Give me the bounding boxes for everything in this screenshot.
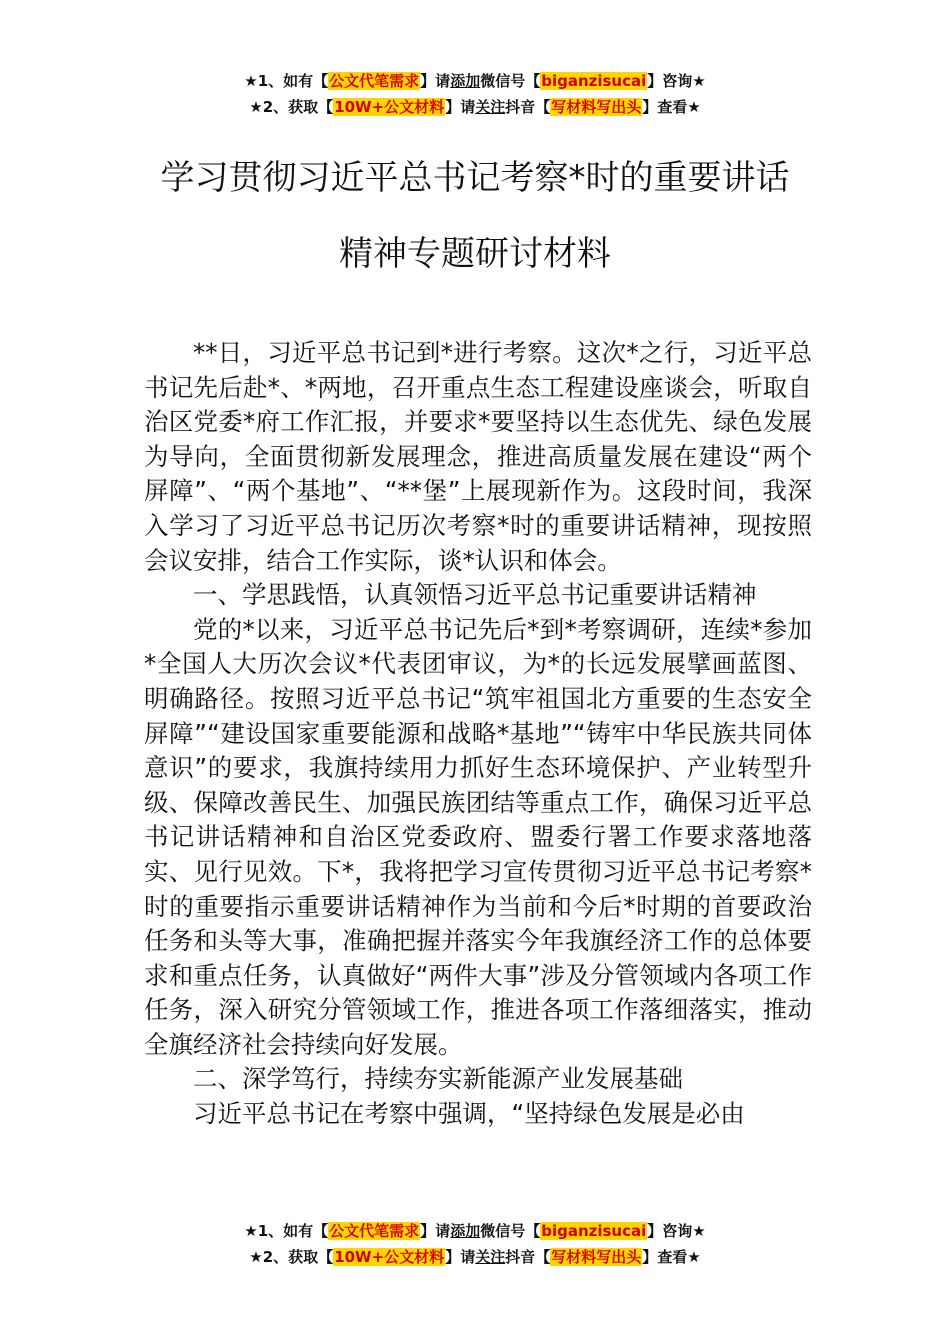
paragraph-section-2: 习近平总书记在考察中强调，“坚持绿色发展是必由 (193, 1099, 745, 1129)
highlight-douyin: 写材料写出头 (551, 1248, 642, 1266)
banner-text: 】请 (420, 72, 451, 90)
banner-text: 】查看★ (642, 98, 701, 116)
highlight-ghostwriting: 公文代笔需求 (329, 72, 420, 90)
banner-text: ★1、如有【 (244, 1222, 329, 1240)
highlight-ghostwriting: 公文代笔需求 (329, 1222, 420, 1240)
paragraph-section-1: 党的*以来，习近平总书记先后*到*考察调研，连续*参加*全国人大历次会议*代表团审议，为*的长远发展擘画蓝图、明确路径。按照习近平总书记“筑牢祖国北方重要的生态安全屏障”“建设国家重要能源和战略*基地”“铸牢中华民族共同体意识”的要求，我旗持续用力抓好生态环境保护、产业转型升级、保障改善民生、加强民族团结等重点工作，确保习近平总书记讲话精神和自治区党委政府、盟委行署工作要求落地落实、见行见效。下*，我将把学习宣传贯彻习近平总书记考察*时的重要指示重要讲话精神作为当前和今后*时期的首要政治任务和头等大事，准确把握并落实今年我旗经济工作的总体要求和重点任务，认真做好“两件大事”涉及分管领域内各项工作任务，深入研究分管领域工作，推进各项工作落细落实，推动全旗经济社会持续向好发展。 (144, 614, 812, 1059)
highlight-materials: 10W+公文材料 (334, 98, 445, 116)
banner-line-1 (0, 68, 950, 94)
banner-text: 抖音【 (505, 1248, 551, 1266)
highlight-douyin: 写材料写出头 (551, 98, 642, 116)
document-title (0, 140, 950, 292)
banner-text: 】查看★ (642, 1248, 701, 1266)
banner-text: ★2、获取【 (249, 98, 334, 116)
paragraph-intro: **日，习近平总书记到*进行考察。这次*之行，习近平总书记先后赴*、*两地，召开重点生态工程建设座谈会，听取自治区党委*府工作汇报，并要求*要坚持以生态优先、绿色发展为导向，全面贯彻新发展理念，推进高质量发展在建设“两个屏障”、“两个基地”、“**堡”上展现新作为。这段时间，我深入学习了习近平总书记历次考察*时的重要讲话精神，现按照会议安排，结合工作实际，谈*认识和体会。 (144, 338, 812, 575)
banner-line-1 (0, 1218, 950, 1244)
banner-emphasis: 关注 (475, 98, 506, 116)
banner-emphasis: 添加 (450, 72, 481, 90)
banner-text: ★2、获取【 (249, 1248, 334, 1266)
banner-text: 】请 (420, 1222, 451, 1240)
banner-text: 抖音【 (505, 98, 551, 116)
banner-text: ★1、如有【 (244, 72, 329, 90)
title-line-2: 精神专题研讨材料 (339, 234, 611, 274)
banner-text: 】请 (445, 1248, 476, 1266)
banner-emphasis: 关注 (475, 1248, 506, 1266)
banner-text: 微信号【 (480, 1222, 541, 1240)
banner-text: 】咨询★ (647, 72, 706, 90)
highlight-wechat-id: biganzisucai (541, 1222, 647, 1240)
document-body (144, 336, 812, 1132)
banner-text: 】咨询★ (647, 1222, 706, 1240)
banner-text: 】请 (445, 98, 476, 116)
highlight-wechat-id: biganzisucai (541, 72, 647, 90)
section-heading-2: 二、深学笃行，持续夯实新能源产业发展基础 (193, 1064, 683, 1094)
footer-banner (0, 1218, 950, 1270)
banner-text: 微信号【 (480, 72, 541, 90)
highlight-materials: 10W+公文材料 (334, 1248, 445, 1266)
banner-line-2 (0, 1244, 950, 1270)
header-banner (0, 68, 950, 120)
section-heading-1: 一、学思践悟，认真领悟习近平总书记重要讲话精神 (193, 580, 757, 610)
banner-line-2 (0, 94, 950, 120)
title-line-1: 学习贯彻习近平总书记考察*时的重要讲话 (160, 158, 790, 198)
banner-emphasis: 添加 (450, 1222, 481, 1240)
